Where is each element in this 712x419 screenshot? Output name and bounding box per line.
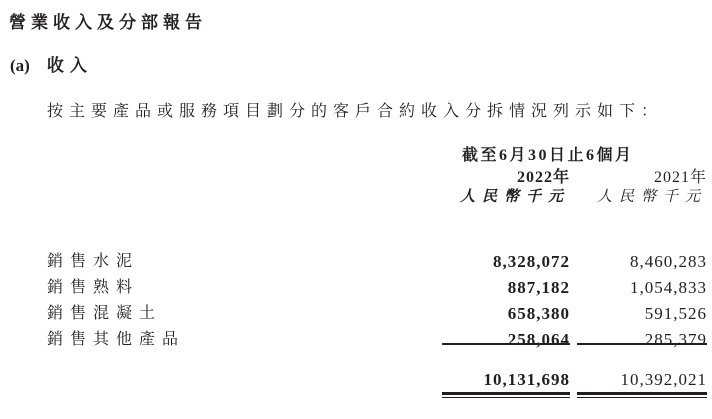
value-2022-cement: 8,328,072 <box>493 252 570 271</box>
value-2022-concrete: 658,380 <box>507 304 570 323</box>
section-marker: (a) <box>10 56 30 75</box>
section-title: 收入 <box>46 56 93 75</box>
year-2021-label: 2021年 <box>653 169 707 186</box>
value-2021-other-products: 285,379 <box>644 330 707 349</box>
total-rule-2021 <box>577 392 707 398</box>
value-2022-clinker: 887,182 <box>507 278 570 297</box>
row-label-concrete: 銷售混凝土 <box>47 305 163 322</box>
section-heading <box>10 56 93 75</box>
row-label-clinker: 銷售熟料 <box>47 279 140 296</box>
total-2022: 10,131,698 <box>483 370 570 389</box>
intro-text: 按主要產品或服務項目劃分的客戶合約收入分拆情況列示如下： <box>47 103 664 120</box>
value-2021-concrete: 591,526 <box>644 304 707 323</box>
value-2022-other-products: 258,064 <box>507 330 570 349</box>
period-header: 截至6月30日止6個月 <box>462 147 634 164</box>
subtotal-rule-2022 <box>442 343 570 345</box>
unit-2022-label: 人民幣千元 <box>459 189 570 205</box>
value-2021-cement: 8,460,283 <box>630 252 707 271</box>
page-title: 營業收入及分部報告 <box>9 13 207 32</box>
subtotal-rule-2021 <box>577 343 707 345</box>
value-2021-clinker: 1,054,833 <box>630 278 707 297</box>
total-2021: 10,392,021 <box>620 370 707 389</box>
row-label-other-products: 銷售其他產品 <box>47 331 186 348</box>
total-rule-2022 <box>442 392 570 398</box>
row-label-cement: 銷售水泥 <box>47 253 140 270</box>
year-2022-label: 2022年 <box>516 169 570 186</box>
unit-2021-label: 人民幣千元 <box>596 189 707 205</box>
